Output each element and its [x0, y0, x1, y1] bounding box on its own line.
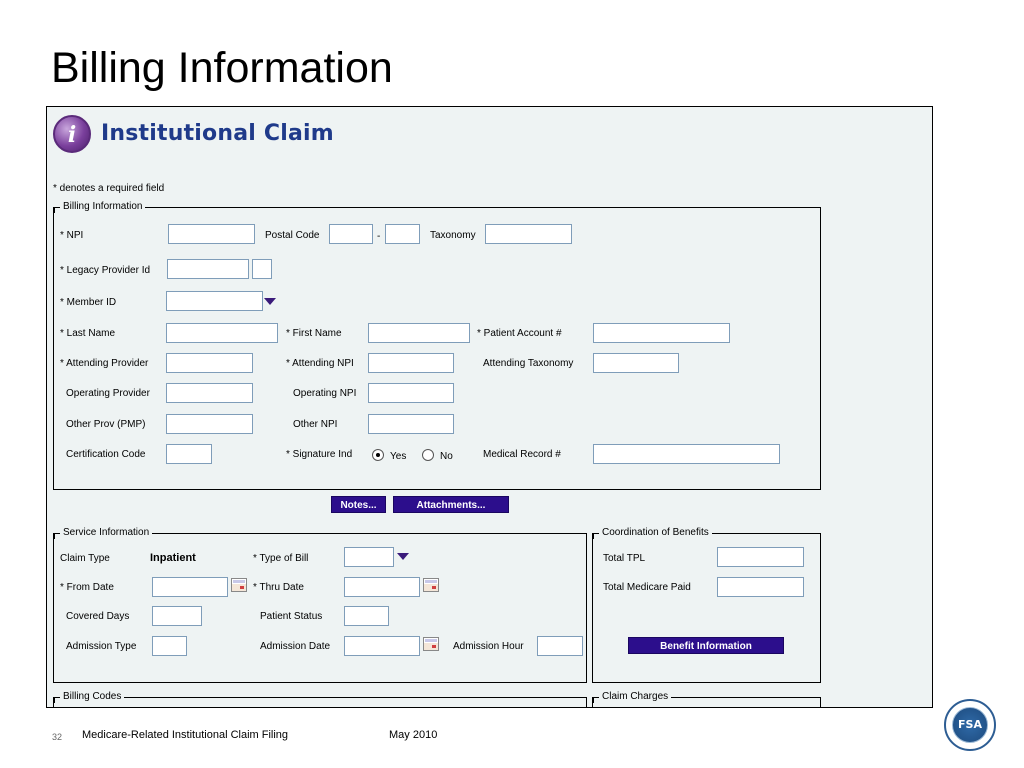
admission-date-input[interactable]: [344, 636, 420, 656]
admission-type-input[interactable]: [152, 636, 187, 656]
fsa-seal-logo: FSA: [944, 699, 996, 751]
service-information-group: [53, 527, 587, 683]
required-note: * denotes a required field: [53, 183, 165, 194]
other-npi-label: Other NPI: [293, 419, 338, 430]
thru-date-label: * Thru Date: [253, 582, 304, 593]
attending-npi-label: * Attending NPI: [286, 358, 354, 369]
type-of-bill-dropdown-icon[interactable]: [397, 553, 409, 560]
page-number: 32: [52, 732, 63, 742]
admission-hour-input[interactable]: [537, 636, 583, 656]
medical-record-label: Medical Record #: [483, 449, 561, 460]
claim-screenshot: [46, 106, 933, 708]
attending-taxonomy-input[interactable]: [593, 353, 679, 373]
covered-days-label: Covered Days: [66, 611, 130, 622]
operating-npi-label: Operating NPI: [293, 388, 357, 399]
claim-type-value: Inpatient: [150, 552, 196, 564]
certification-code-label: Certification Code: [66, 449, 146, 460]
taxonomy-label: Taxonomy: [430, 230, 476, 241]
info-logo-icon: i: [53, 115, 91, 153]
coordination-of-benefits-group: [592, 527, 821, 683]
benefit-information-button[interactable]: Benefit Information: [628, 637, 784, 654]
legacy-provider-suffix-input[interactable]: [252, 259, 272, 279]
first-name-input[interactable]: [368, 323, 470, 343]
footer-text: Medicare-Related Institutional Claim Filing: [82, 729, 289, 741]
signature-no-radio[interactable]: [422, 449, 434, 461]
from-date-label: * From Date: [60, 582, 114, 593]
certification-code-input[interactable]: [166, 444, 212, 464]
attending-provider-input[interactable]: [166, 353, 253, 373]
billing-information-group: [53, 201, 821, 511]
claim-heading: Institutional Claim: [101, 121, 334, 146]
from-date-calendar-icon[interactable]: [231, 578, 247, 592]
member-id-dropdown-icon[interactable]: [264, 298, 276, 305]
attending-npi-input[interactable]: [368, 353, 454, 373]
first-name-label: * First Name: [286, 328, 342, 339]
thru-date-input[interactable]: [344, 577, 420, 597]
signature-yes-label: Yes: [390, 451, 407, 462]
operating-npi-input[interactable]: [368, 383, 454, 403]
admission-date-label: Admission Date: [260, 641, 331, 652]
admission-date-calendar-icon[interactable]: [423, 637, 439, 651]
admission-type-label: Admission Type: [66, 641, 137, 652]
signature-yes-radio[interactable]: [372, 449, 384, 461]
patient-status-input[interactable]: [344, 606, 389, 626]
claim-charges-legend: Claim Charges: [599, 691, 671, 702]
patient-account-input[interactable]: [593, 323, 730, 343]
total-tpl-label: Total TPL: [603, 553, 646, 564]
type-of-bill-input[interactable]: [344, 547, 394, 567]
covered-days-input[interactable]: [152, 606, 202, 626]
total-medicare-paid-label: Total Medicare Paid: [603, 582, 691, 593]
claim-charges-group: [592, 691, 821, 708]
postal-code-separator: -: [377, 231, 381, 242]
attending-taxonomy-label: Attending Taxonomy: [483, 358, 574, 369]
coordination-of-benefits-legend: Coordination of Benefits: [599, 527, 712, 538]
postal-code-label: Postal Code: [265, 230, 320, 241]
last-name-input[interactable]: [166, 323, 278, 343]
billing-codes-legend: Billing Codes: [60, 691, 124, 702]
member-id-label: * Member ID: [60, 297, 117, 308]
total-medicare-paid-input[interactable]: [717, 577, 804, 597]
total-tpl-input[interactable]: [717, 547, 804, 567]
postal-code-ext-input[interactable]: [385, 224, 420, 244]
other-npi-input[interactable]: [368, 414, 454, 434]
npi-input[interactable]: [168, 224, 255, 244]
postal-code-input[interactable]: [329, 224, 373, 244]
taxonomy-input[interactable]: [485, 224, 572, 244]
billing-information-legend: Billing Information: [60, 201, 145, 212]
thru-date-calendar-icon[interactable]: [423, 578, 439, 592]
service-information-legend: Service Information: [60, 527, 152, 538]
other-prov-label: Other Prov (PMP): [66, 419, 146, 430]
legacy-provider-input[interactable]: [167, 259, 249, 279]
admission-hour-label: Admission Hour: [453, 641, 524, 652]
signature-ind-label: * Signature Ind: [286, 449, 353, 460]
type-of-bill-label: * Type of Bill: [253, 553, 309, 564]
operating-provider-input[interactable]: [166, 383, 253, 403]
footer-date: May 2010: [389, 729, 438, 741]
signature-no-label: No: [440, 451, 453, 462]
patient-account-label: * Patient Account #: [477, 328, 562, 339]
claim-type-label: Claim Type: [60, 553, 110, 564]
last-name-label: * Last Name: [60, 328, 116, 339]
attachments-button[interactable]: Attachments...: [393, 496, 509, 513]
operating-provider-label: Operating Provider: [66, 388, 150, 399]
billing-codes-group: [53, 691, 587, 708]
attending-provider-label: * Attending Provider: [60, 358, 149, 369]
from-date-input[interactable]: [152, 577, 228, 597]
npi-label: * NPI: [60, 230, 84, 241]
other-prov-input[interactable]: [166, 414, 253, 434]
member-id-input[interactable]: [166, 291, 263, 311]
patient-status-label: Patient Status: [260, 611, 323, 622]
legacy-provider-label: * Legacy Provider Id: [60, 265, 151, 276]
notes-button[interactable]: Notes...: [331, 496, 386, 513]
medical-record-input[interactable]: [593, 444, 780, 464]
slide-title: Billing Information: [51, 44, 393, 92]
